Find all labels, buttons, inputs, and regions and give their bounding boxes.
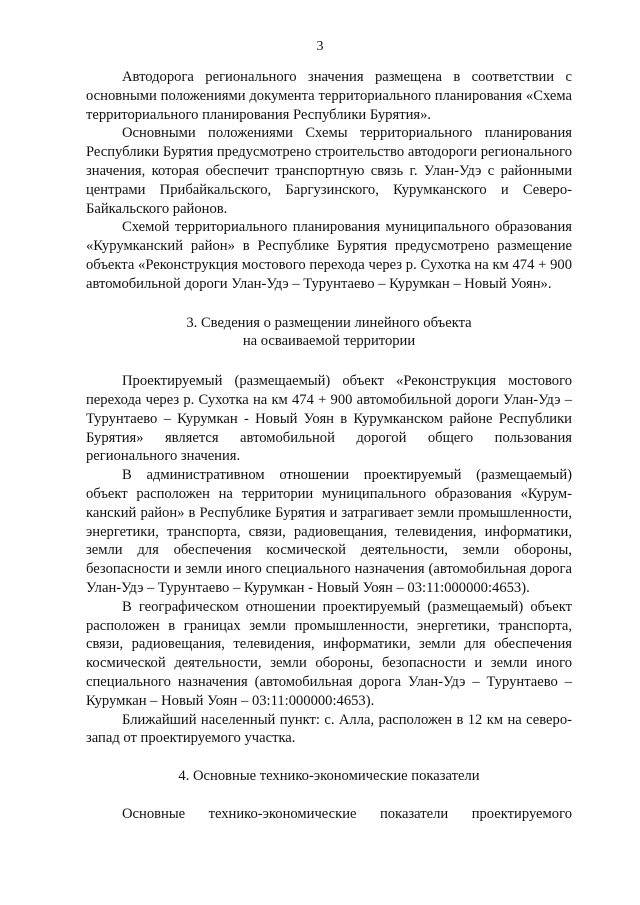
spacer [86,748,572,767]
document-body [86,68,572,824]
section-4-heading: 4. Основные технико-экономические показатели [178,768,480,785]
section-3-paragraph-4: Ближайший населенный пункт: с. Алла, расположен в 12 км на северо-запад от проектируемого участка. [86,711,572,747]
intro-paragraph-2: Основными положениями Схемы территориального планирования Республики Бурятия предусмотрено строительство автодороги регионального значения, которая обеспечит транспортную связь г. Улан-Удэ с районными центрами Прибайкальского, Баргузинского, Курумканского и Северо-Байкальского районов. [86,125,572,217]
section-3-heading [86,314,572,352]
section-4-paragraph-1: Основные технико-экономические показатели проектируемого [122,805,572,822]
spacer [86,294,572,314]
section-3-paragraph-3: В географическом отношении проектируемый (размещаемый) объект расположен в границах земли промышленности, энергетики, транспорта, связи, радиовещания, телевидения, информатики, земли для обеспечения космической деятельности, земли обороны, безопасности и земли иного специального назначения (автомобильная дорога Улан-Удэ – Турунтаево – Курумкан – Новый Уоян – 03:11:000000:4653). [86,598,572,709]
section-3-paragraph-2: В административном отношении проектируемый (размещаемый) объект расположен на территории муниципального образования «Курумканский район» в Республике Бурятия и затрагивает земли промышленности, энергетики, транспорта, связи, радиовещания, телевидения, информатики, земли для обеспечения космической деятельности, земли обороны, безопасности и земли иного специального назначения (автомобильная дорога Улан-Удэ – Турунтаево – Курумкан - Новый Уоян – 03:11:000000:4653). [86,467,572,596]
section-3-heading-line-2: на осваиваемой территории [242,333,416,350]
spacer [86,351,572,372]
section-3-heading-line-1: 3. Сведения о размещении линейного объекта [186,314,472,331]
intro-paragraph-1: Автодорога регионального значения размещена в соответствии с основными положениями документа территориального планирования «Схема территориального планирования Республики Бурятия». [86,69,572,123]
intro-paragraph-3: Схемой территориального планирования муниципального образования «Курумканский район» в Республике Бурятия предусмотрено размещение объекта «Реконструкция мостового перехода через р. Сухотка на км 474 + 900 автомобильной дороги Улан-Удэ – Турунтаево – Курумкан – Новый Уоян». [86,219,572,292]
section-3-paragraph-1: Проектируемый (размещаемый) объект «Реконструкция мостового перехода через р. Сухотка на км 474 + 900 автомобильной дороги Улан-Удэ – Турунтаево – Курумкан - Новый Уоян в Курумканском районе Республики Бурятия» является автомобильной дорогой общего пользования регионального значения. [86,373,572,465]
page-number: 3 [316,39,324,54]
spacer [86,786,572,805]
